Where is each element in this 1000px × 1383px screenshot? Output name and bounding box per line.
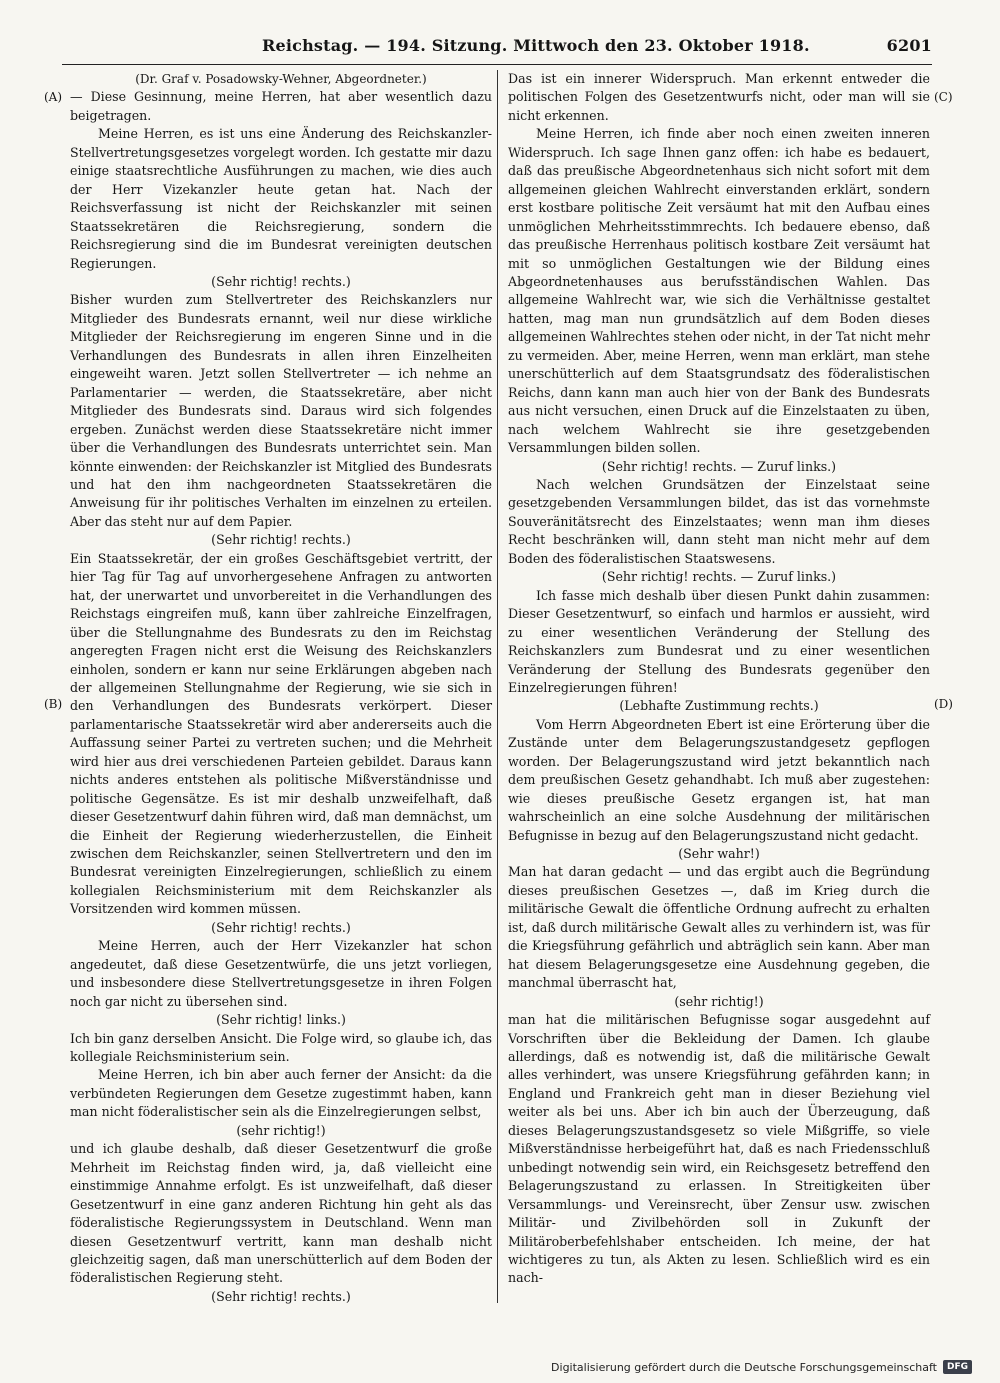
paragraph: Das ist ein innerer Widerspruch. Man erkennt entweder die politischen Folgen des Gesetzentwurfs nicht, oder man will sie nicht erkennen. (508, 71, 930, 123)
left-column (70, 70, 492, 1306)
footer-credit: Digitalisierung gefördert durch die Deutsche Forschungsgemeinschaft (551, 1360, 937, 1374)
interjection: (Sehr richtig! rechts. — Zuruf links.) (601, 458, 837, 474)
page-footer (551, 1360, 972, 1374)
paragraph: man hat die militärischen Befugnisse sogar ausgedehnt auf Vorschriften über die Bekleidung der Damen. Ich glaube allerdings, daß es notwendig ist, daß die militärische Gewalt alles verhindert, was unsere Kriegsführung gefährden kann; in England und Frankreich geht man in dieser Beziehung viel weiter als bei uns. Aber ich bin auch der Überzeugung, daß dieses Belagerungszustandsgesetz so viele Mißgriffe, so viele Mißverständnisse herbeigeführt hat, daß es nach Friedensschluß unbedingt notwendig sein wird, ein Reichsgesetz betreffend den Belagerungszustand zu erlassen. In Streitigkeiten über Versammlungs- und Vereinsrecht, über Zensur usw. zwischen Militär- und Zivilbehörden soll in Zukunft der Militäroberbefehlshaber entscheiden. Ich meine, der hat wichtigeres zu tun, als Akten zu lesen. Schließlich wird es ein nach- (508, 1012, 930, 1286)
paragraph: Ich fasse mich deshalb über diesen Punkt dahin zusammen: Dieser Gesetzentwurf, so einfach und harmlos er aussieht, wird zu einer wesentlichen Veränderung der Stellung des Reichskanzlers zum Bundesrat und zu einer wesentlichen Veränderung der Stellung des Bundesrats gegenüber den Einzelregierungen führen! (508, 587, 930, 695)
interjection: (Sehr richtig! rechts.) (211, 919, 351, 935)
header-rule (62, 64, 932, 65)
page-header-title: Reichstag. — 194. Sitzung. Mittwoch den 23. Oktober 1918. (262, 36, 810, 55)
page-number: 6201 (886, 36, 932, 55)
interjection: (Sehr richtig! rechts.) (211, 1288, 351, 1304)
margin-mark-d: (D) (934, 697, 953, 711)
paragraph: Vom Herrn Abgeordneten Ebert ist eine Erörterung über die Zustände unter dem Belagerungszustandgesetz gepflogen worden. Der Belagerungszustand wird jetzt bekanntlich nach dem preußischen Gesetz gehandhabt. Ich muß aber zugestehen: wie dieses preußische Gesetz ergangen ist, hat man wahrscheinlich an eine solche Ausdehnung der militärischen Befugnisse in bezug auf den Belagerungszustand nicht gedacht. (508, 716, 930, 843)
interjection: (Sehr wahr!) (678, 846, 760, 862)
paragraph: Man hat daran gedacht — und das ergibt auch die Begründung dieses preußischen Gesetzes —, daß im Krieg durch die militärische Gewalt die öffentliche Ordnung aufrecht zu erhalten ist, daß durch militärische Gewalt alles zu verhindern ist, was für die Kriegsführung gefährlich und abträglich sein kann. Aber man hat diesem Belagerungsgesetze eine Ausdehnung gegeben, die manchmal überrascht hat, (508, 864, 930, 991)
margin-mark-a: (A) (44, 90, 63, 104)
paragraph: Bisher wurden zum Stellvertreter des Reichskanzlers nur Mitglieder des Bundesrats ernannt, weil nur diese wirkliche Mitglieder der Reichsregierung im engeren Sinne und in die Verhandlungen des Bundesrats in allen ihren Einzelheiten eingeweiht waren. Jetzt sollen Stellvertreter — ich nehme an Parlamentarier — werden, die Staatssekretäre, aber nicht Mitglieder des Bundesrats sind. Daraus wird sich folgendes ergeben. Zunächst werden diese Staatssekretäre nicht immer über die Verhandlungen des Bundesrats unterrichtet sein. Man könnte einwenden: der Reichskanzler ist Mitglied des Bundesrats und hat den ihm nachgeordneten Staatssekretären die Anweisung für ihr politisches Verhalten im einzelnen zu erteilen. Aber das steht nur auf dem Papier. (70, 292, 492, 529)
speaker-line: (Dr. Graf v. Posadowsky-Wehner, Abgeordneter.) (135, 72, 427, 86)
paragraph: Meine Herren, ich finde aber noch einen zweiten inneren Widerspruch. Ich sage Ihnen ganz offen: ich habe es bedauert, daß das preußische Abgeordnetenhaus sich nicht sofort mit dem allgemeinen gleichen Wahlrecht einverstanden erklärt, sondern erst kostbare politische Zeit versäumt hat mit den Aufbau eines unmöglichen Mehrheitsstimmrechts. Ich bedauere ebenso, daß das preußische Herrenhaus politisch kostbare Zeit versäumt hat mit so unmöglichen Gestaltungen wie der Bildung eines Abgeordnetenhauses aus berufsständischen Wahlen. Das allgemeine Wahlrecht war, wie sich die Verhältnisse gestaltet hatten, mag man nun grundsätzlich auf dem Boden dieses allgemeinen Wahlrechtes stehen oder nicht, in der Tat nicht mehr zu vermeiden. Aber, meine Herren, wenn man erklärt, man stehe unerschütterlich auf dem Staatsgrundsatz des föderalistischen Reichs, dann kann man auch hier von der Bank des Bundesrats aus nicht versuchen, einen Druck auf die Einzelstaaten zu üben, nach welchem Wahlrecht sie ihre gesetzgebenden Versammlungen bilden sollen. (508, 126, 930, 456)
paragraph: Meine Herren, auch der Herr Vizekanzler hat schon angedeutet, daß diese Gesetzentwürfe, die uns jetzt vorliegen, und insbesondere diese Stellvertretungsgesetze in ihren Folgen noch gar nicht zu übersehen sind. (70, 938, 492, 1009)
interjection: (Sehr richtig! rechts.) (211, 532, 351, 548)
paragraph: Ich bin ganz derselben Ansicht. Die Folge wird, so glaube ich, das kollegiale Reichsministerium sein. (70, 1030, 492, 1065)
page-header (62, 34, 932, 60)
interjection: (sehr richtig!) (236, 1122, 326, 1138)
interjection: (Lebhafte Zustimmung rechts.) (619, 698, 819, 714)
paragraph: und ich glaube deshalb, daß dieser Gesetzentwurf die große Mehrheit im Reichstag finden wird, ja, daß vielleicht eine einstimmige Annahme erfolgt. Es ist unzweifelhaft, daß dieser Gesetzentwurf in eine ganz anderen Richtung hin geht als das föderalistische Regierungssystem in Deutschland. Wenn man diesen Gesetzentwurf vertritt, kann man deshalb nicht gleichzeitig sagen, daß man unerschütterlich auf dem Boden der föderalistischen Regierung steht. (70, 1141, 492, 1286)
right-column (508, 70, 930, 1288)
dfg-logo: DFG (943, 1360, 972, 1374)
interjection: (Sehr richtig! rechts. — Zuruf links.) (601, 569, 837, 585)
paragraph: — Diese Gesinnung, meine Herren, hat aber wesentlich dazu beigetragen. (70, 89, 492, 123)
column-divider (497, 70, 498, 1303)
interjection: (Sehr richtig! rechts.) (211, 273, 351, 289)
interjection: (Sehr richtig! links.) (216, 1012, 346, 1028)
margin-mark-b: (B) (44, 697, 63, 711)
interjection: (sehr richtig!) (674, 993, 764, 1009)
paragraph: Ein Staatssekretär, der ein großes Geschäftsgebiet vertritt, der hier Tag für Tag auf unvorhergesehene Anfragen zu antworten hat, der unerwartet und unvorbereitet in die Verhandlungen des Reichstags eingreifen muß, kann über zahlreiche Einzelfragen, über die Stellungnahme des Bundesrats zu den im Reichstag angeregten Fragen nicht erst die Weisung des Reichskanzlers einholen, sondern er kann nur seine Erklärungen abgeben nach der allgemeinen Stellungnahme der Regierung, wie sie sich in den Verhandlungen des Bundesrats verkörpert. Dieser parlamentarische Staatssekretär wird aber andererseits auch die Auffassung seiner Partei zu vertreten suchen; und die Mehrheit wird hier aus drei verschiedenen Parteien gebildet. Daraus kann nichts anderes entstehen als politische Mißverständnisse und politische Gegensätze. Es ist mir deshalb unzweifelhaft, daß dieser Gesetzentwurf dahin führen wird, daß man demnächst, um die Einheit der Regierung wiederherzustellen, die Einheit zwischen dem Reichskanzler, seinen Stellvertretern und den im Bundesrat vereinigten Einzelregierungen, schließlich zu einem kollegialen Reichsministerium mit dem Reichskanzler als Vorsitzenden wird kommen müssen. (70, 550, 492, 917)
margin-mark-c: (C) (934, 90, 953, 104)
paragraph: Meine Herren, es ist uns eine Änderung des Reichskanzler-Stellvertretungsgesetzes vorgelegt worden. Ich gestatte mir dazu einige staatsrechtliche Ausführungen zu machen, wie dies auch der Herr Vizekanzler heute getan hat. Nach der Reichsverfassung ist nicht der Reichskanzler mit seinen Staatssekretären die Reichsregierung, sondern die Reichsregierung sind die im Bundesrat vereinigten deutschen Regierungen. (70, 126, 492, 271)
paragraph: Nach welchen Grundsätzen der Einzelstaat seine gesetzgebenden Versammlungen bildet, das ist das vornehmste Souveränitätsrecht des Einzelstaates; wenn man ihm dieses Recht beschränken will, dann steht man nicht mehr auf dem Boden des föderalistischen Staatswesens. (508, 476, 930, 566)
paragraph: Meine Herren, ich bin aber auch ferner der Ansicht: da die verbündeten Regierungen dem Gesetze zugestimmt haben, kann man nicht föderalistischer sein als die Einzelregierungen selbst, (70, 1067, 492, 1120)
